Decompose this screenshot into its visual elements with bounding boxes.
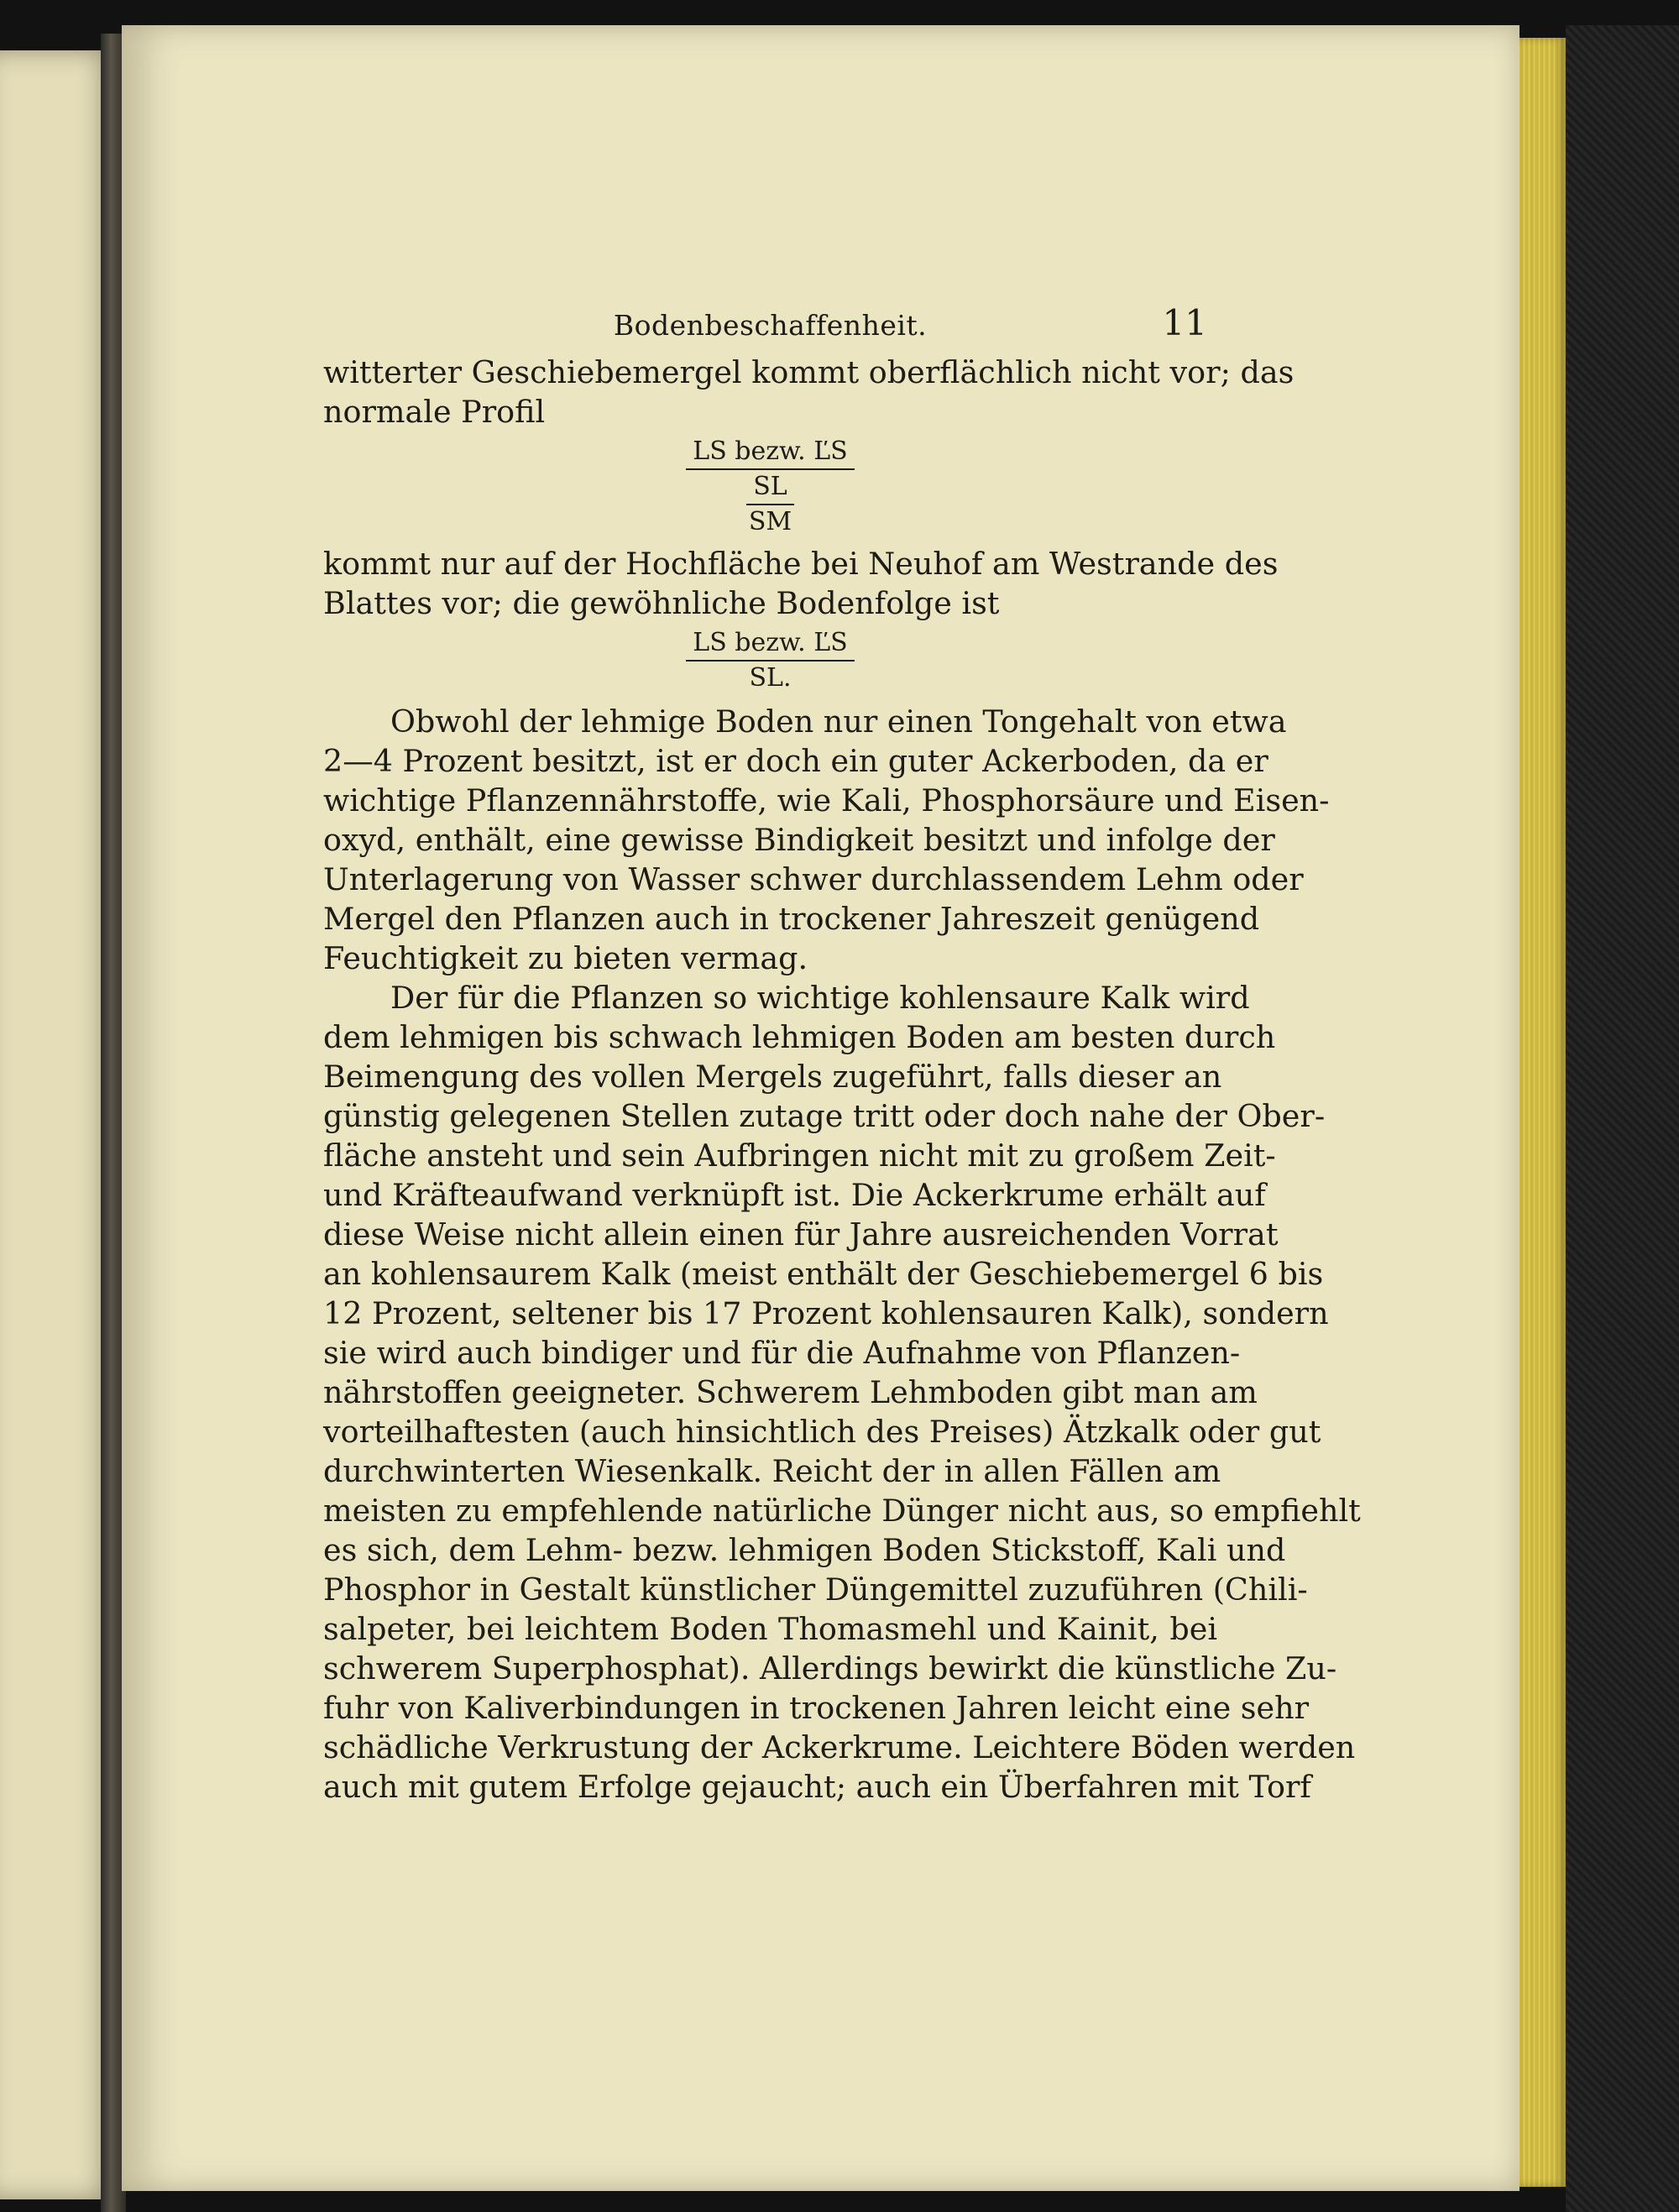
text-line: 12 Prozent, seltener bis 17 Prozent kohlensauren Kalk), sondern (323, 1295, 1329, 1331)
book-cover (1566, 25, 1679, 2212)
text-line: oxyd, enthält, eine gewisse Bindigkeit besitzt und infolge der (323, 822, 1275, 858)
formula-row: SM (748, 507, 792, 536)
text-line: schwerem Superphosphat). Allerdings bewirkt die künstliche Zu- (323, 1650, 1337, 1686)
text-line: fläche ansteht und sein Aufbringen nicht mit zu großem Zeit- (323, 1137, 1276, 1174)
text-line: salpeter, bei leichtem Boden Thomasmehl und Kainit, bei (323, 1611, 1217, 1647)
text-line: normale Profil (323, 394, 546, 430)
text-line: sie wird auch bindiger und für die Aufnahme von Pflanzen- (323, 1335, 1241, 1371)
formula-row: LS bezw. ĽS (686, 435, 854, 470)
text-line: Der für die Pflanzen so wichtige kohlensaure Kalk wird (390, 980, 1250, 1016)
text-line: dem lehmigen bis schwach lehmigen Boden am besten durch (323, 1019, 1276, 1055)
text-line: vorteilhaftesten (auch hinsichtlich des Preises) Ätzkalk oder gut (323, 1414, 1321, 1450)
text-line: nährstoffen geeigneter. Schwerem Lehmboden gibt man am (323, 1374, 1258, 1410)
paragraph-1 (323, 353, 1295, 431)
text-line: kommt nur auf der Hochfläche bei Neuhof am Westrande des (323, 546, 1279, 582)
text-line: auch mit gutem Erfolge gejaucht; auch ein Überfahren mit Torf (323, 1769, 1311, 1805)
formula-row: SL (746, 470, 793, 505)
text-line: günstig gelegenen Stellen zutage tritt oder doch nahe der Ober- (323, 1098, 1326, 1134)
soil-sequence-formula (323, 626, 1217, 695)
text-line: Mergel den Pflanzen auch in trockener Jahreszeit genügend (323, 901, 1260, 937)
formula-row: SL. (749, 663, 792, 693)
text-line: Obwohl der lehmige Boden nur einen Tongehalt von etwa (390, 703, 1287, 740)
paragraph-3 (323, 702, 1330, 978)
page-number: 11 (1162, 302, 1207, 343)
text-line: Phosphor in Gestalt künstlicher Düngemittel zuzuführen (Chili- (323, 1571, 1308, 1608)
text-line: Blattes vor; die gewöhnliche Bodenfolge ist (323, 585, 1000, 621)
text-line: schädliche Verkrustung der Ackerkrume. Leichtere Böden werden (323, 1729, 1356, 1765)
text-line: wichtige Pflanzennährstoffe, wie Kali, Phosphorsäure und Eisen- (323, 782, 1330, 818)
running-head (323, 302, 1217, 353)
text-line: an kohlensaurem Kalk (meist enthält der Geschiebemergel 6 bis (323, 1256, 1324, 1292)
text-line: fuhr von Kaliverbindungen in trockenen Jahren leicht eine sehr (323, 1690, 1310, 1726)
running-head-title: Bodenbeschaffenheit. (613, 309, 928, 342)
text-line: diese Weise nicht allein einen für Jahre ausreichenden Vorrat (323, 1216, 1279, 1252)
text-line: witterter Geschiebemergel kommt oberflächlich nicht vor; das (323, 354, 1295, 390)
left-page-edge (0, 50, 118, 2199)
formula-row: LS bezw. ĽS (686, 626, 854, 662)
text-line: und Kräfteaufwand verknüpft ist. Die Ackerkrume erhält auf (323, 1177, 1266, 1213)
text-line: es sich, dem Lehm- bezw. lehmigen Boden Stickstoff, Kali und (323, 1532, 1286, 1568)
page-text (323, 302, 1361, 1807)
paragraph-4 (323, 978, 1361, 1807)
page-block-edge (1519, 38, 1566, 2187)
text-line: durchwinterten Wiesenkalk. Reicht der in allen Fällen am (323, 1453, 1221, 1489)
text-line: 2—4 Prozent besitzt, ist er doch ein guter Ackerboden, da er (323, 743, 1268, 779)
text-line: Feuchtigkeit zu bieten vermag. (323, 940, 808, 976)
text-line: Unterlagerung von Wasser schwer durchlassendem Lehm oder (323, 861, 1304, 897)
text-line: Beimengung des vollen Mergels zugeführt, falls dieser an (323, 1059, 1222, 1095)
soil-profile-formula (323, 435, 1217, 539)
paragraph-2 (323, 544, 1279, 623)
text-line: meisten zu empfehlende natürliche Dünger nicht aus, so empfiehlt (323, 1493, 1361, 1529)
